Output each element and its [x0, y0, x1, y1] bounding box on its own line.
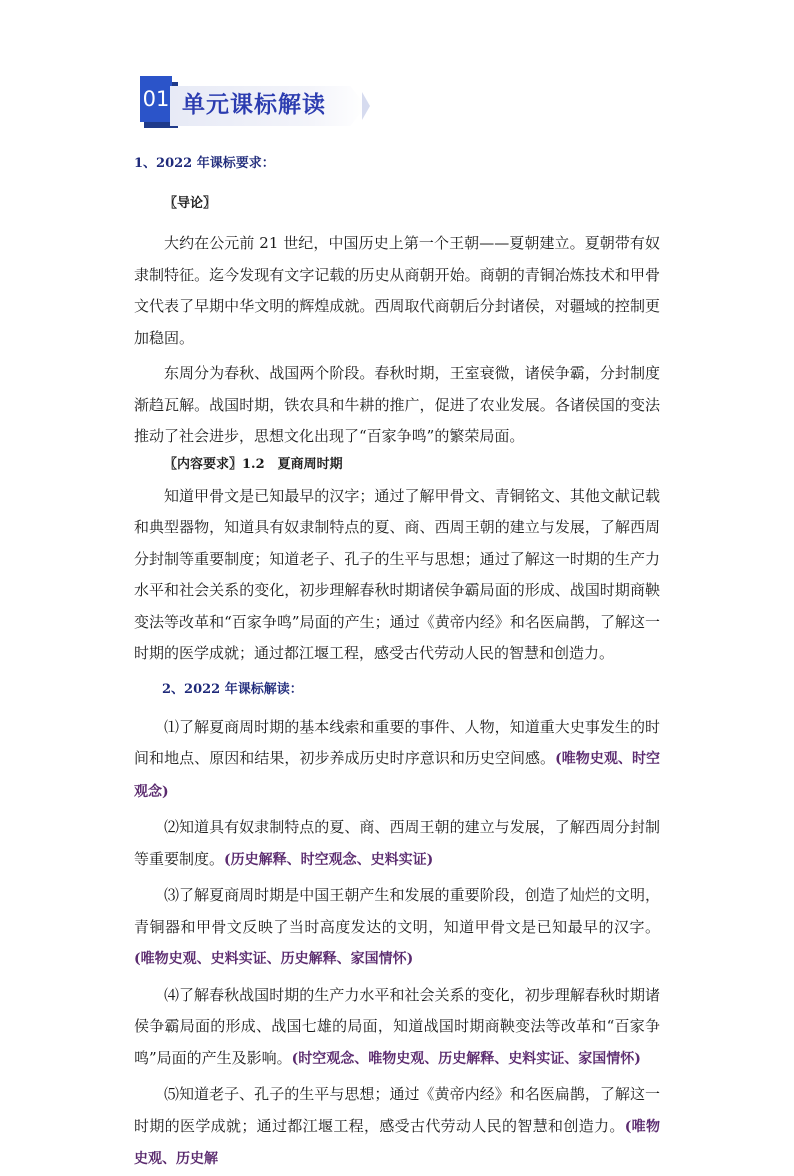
- item-text: ⑴了解夏商周时期的基本线索和重要的事件、人物，知道重大史事发生的时间和地点、原因和结果，初步养成历史时序意识和历史空间感。: [134, 717, 660, 767]
- interpretation-item: [134, 1079, 660, 1176]
- item-text: ⑶了解夏商周时期是中国王朝产生和发展的重要阶段，创造了灿烂的文明，青铜器和甲骨文反映了当时高度发达的文明，知道甲骨文是已知最早的汉字。: [134, 886, 660, 936]
- content-requirement-paragraph: 知道甲骨文是已知最早的汉字；通过了解甲骨文、青铜铭文、其他文献记载和典型器物，知道具有奴隶制特点的夏、商、西周王朝的建立与发展，了解西周分封制等重要制度；知道老子、孔子的生平与思想；通过了解这一时期的生产力水平和社会关系的变化，初步理解春秋时期诸侯争霸局面的形成、战国时期商鞅变法等改革和“百家争鸣”局面的产生；通过《黄帝内经》和名医扁鹊，了解这一时期的医学成就；通过都江堰工程，感受古代劳动人民的智慧和创造力。: [134, 486, 660, 662]
- interpretation-item: [134, 712, 660, 809]
- literacy-tags: (历史解释、时空观念、史料实证): [224, 851, 434, 868]
- section-banner: [140, 76, 380, 128]
- intro-paragraph-2: 东周分为春秋、战国两个阶段。春秋时期，王室衰微，诸侯争霸，分封制度渐趋瓦解。战国时期，铁农具和牛耕的推广，促进了农业发展。各诸侯国的变法推动了社会进步，思想文化出现了“百家争鸣”的繁荣局面。: [134, 364, 660, 445]
- literacy-tags: (唯物史观、时空观念): [134, 751, 660, 800]
- literacy-tags: (唯物史观、历史解: [134, 1118, 660, 1167]
- section1-heading: 1、2022 年课标要求：: [134, 156, 275, 171]
- literacy-tags: (时空观念、唯物史观、历史解释、史料实证、家国情怀): [291, 1050, 641, 1067]
- interpretation-item: [134, 880, 660, 976]
- intro-tag: 〖导论〗: [164, 196, 217, 211]
- interpretation-item: [134, 980, 660, 1076]
- intro-paragraph-1: 大约在公元前 21 世纪，中国历史上第一个王朝——夏朝建立。夏朝带有奴隶制特征。迄今发现有文字记载的历史从商朝开始。商朝的青铜冶炼技术和甲骨文代表了早期中华文明的辉煌成就。西周取代商朝后分封诸侯，对疆域的控制更加稳固。: [134, 234, 660, 347]
- section2-heading: 2、2022 年课标解读：: [162, 681, 303, 697]
- content-requirement-tag: 〖内容要求〗1.2 夏商周时期: [164, 456, 343, 472]
- document-body: [134, 150, 660, 1176]
- item-text: ⑸知道老子、孔子的生平与思想；通过《黄帝内经》和名医扁鹊，了解这一时期的医学成就；通过都江堰工程，感受古代劳动人民的智慧和创造力。: [134, 1085, 660, 1135]
- interpretation-item: [134, 812, 660, 876]
- section-number-badge: 01: [140, 76, 172, 122]
- section-title: 单元课标解读: [182, 92, 326, 118]
- title-bar-edge: [362, 92, 370, 120]
- literacy-tags: (唯物史观、史料实证、历史解释、家国情怀): [134, 951, 414, 967]
- item-text: ⑵知道具有奴隶制特点的夏、商、西周王朝的建立与发展，了解西周分封制等重要制度。: [134, 818, 660, 868]
- item-text: ⑷了解春秋战国时期的生产力水平和社会关系的变化，初步理解春秋时期诸侯争霸局面的形成、战国七雄的局面，知道战国时期商鞅变法等改革和“百家争鸣”局面的产生及影响。: [134, 985, 660, 1067]
